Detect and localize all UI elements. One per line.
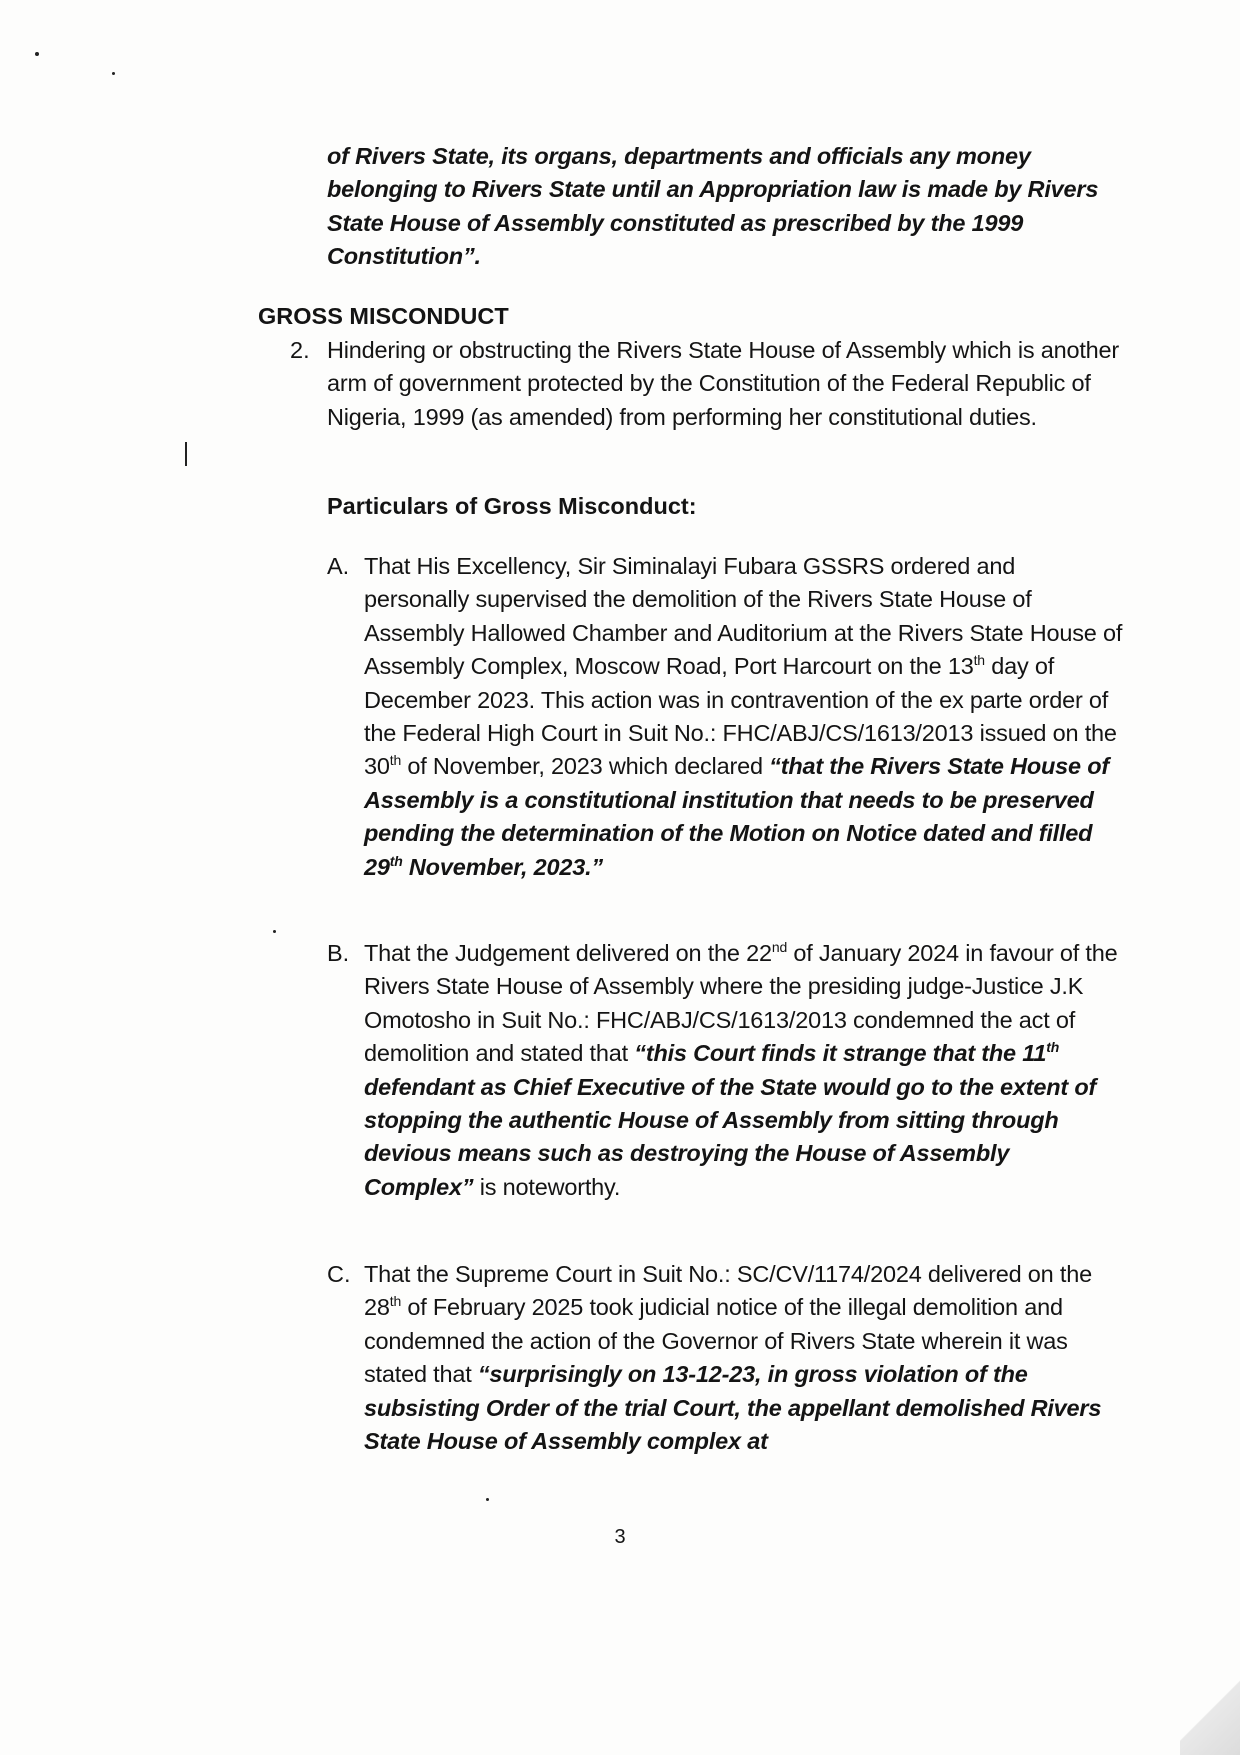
- paragraph-c-letter: C.: [327, 1261, 351, 1287]
- paragraph-a-letter: A.: [327, 553, 350, 579]
- paragraph-a-text: day of December 2023. This action was in contravention of the ex parte order of the Federal High Court in Suit No.: FHC/ABJ/CS/1613/2013 issued on the 30: [364, 653, 1117, 780]
- superscript: th: [1046, 1039, 1060, 1056]
- scan-speck: [112, 72, 115, 75]
- superscript: nd: [771, 939, 788, 956]
- superscript: th: [389, 852, 403, 869]
- superscript: th: [389, 752, 402, 769]
- paragraph-a-quote: November, 2023.”: [402, 853, 603, 880]
- item-text: Hindering or obstructing the Rivers State House of Assembly which is another arm of government protected by the Constitution of the Federal Republic of Nigeria, 1999 (as amended) from performing her constitutional duties.: [327, 337, 1120, 430]
- paragraph-a-quote: “that the Rivers State House of Assembly is a constitutional institution that needs to be preserved pending the determination of the Motion on Notice dated and filled 29: [364, 753, 1109, 880]
- page-number: 3: [614, 1526, 626, 1548]
- particulars-heading: Particulars of Gross Misconduct:: [327, 493, 697, 519]
- paragraph-b-text: of January 2024 in favour of the Rivers State House of Assembly where the presiding judge-Justice J.K Omotosho in Suit No.: FHC/ABJ/CS/1613/2013 condemned the act of demolition and stated that: [364, 940, 1118, 1067]
- paragraph-c: [364, 1258, 1124, 1458]
- page-corner-shadow: [1180, 1665, 1240, 1755]
- paragraph-a-text: of November, 2023 which declared: [401, 753, 770, 780]
- paragraph-b-quote: defendant as Chief Executive of the State would go to the extent of stopping the authentic House of Assembly from sitting through devious means such as destroying the House of Assembly Complex”: [364, 1073, 1097, 1200]
- paragraph-c-text: of February 2025 took judicial notice of the illegal demolition and condemned the action of the Governor of Rivers State wherein it was stated that: [364, 1294, 1068, 1388]
- paragraph-b-text: is noteworthy.: [473, 1173, 621, 1200]
- paragraph-c-text: That the Supreme Court in Suit No.: SC/CV/1174/2024 delivered on the 28: [364, 1261, 1092, 1321]
- paragraph-c-quote: “surprisingly on 13-12-23, in gross violation of the subsisting Order of the trial Court, the appellant demolished Rivers State House of Assembly complex at: [364, 1361, 1102, 1455]
- paragraph-a-text: That His Excellency, Sir Siminalayi Fubara GSSRS ordered and personally supervised the demolition of the Rivers State House of Assembly Hallowed Chamber and Auditorium at the Rivers State House of Assembly Complex, Moscow Road, Port Harcourt on the 13: [364, 553, 1123, 680]
- paragraph-b-letter: B.: [327, 940, 350, 966]
- quote-continuation: of Rivers State, its organs, departments and officials any money belonging to Rivers State until an Appropriation law is made by Rivers State House of Assembly constituted as prescribed by the 1999 Constitution”.: [327, 143, 1099, 270]
- paragraph-b: [364, 937, 1124, 1204]
- scan-speck: [35, 52, 39, 56]
- paragraph-a: [364, 550, 1124, 884]
- paragraph-b-text: That the Judgement delivered on the 22: [364, 940, 772, 966]
- scan-speck: [273, 930, 276, 933]
- item-number: 2.: [290, 337, 310, 363]
- superscript: th: [389, 1293, 402, 1310]
- scan-speck: [486, 1498, 489, 1501]
- margin-mark: [185, 442, 187, 466]
- superscript: th: [973, 652, 985, 669]
- section-heading: GROSS MISCONDUCT: [258, 303, 509, 329]
- paragraph-b-quote: “this Court finds it strange that the 11: [634, 1040, 1047, 1067]
